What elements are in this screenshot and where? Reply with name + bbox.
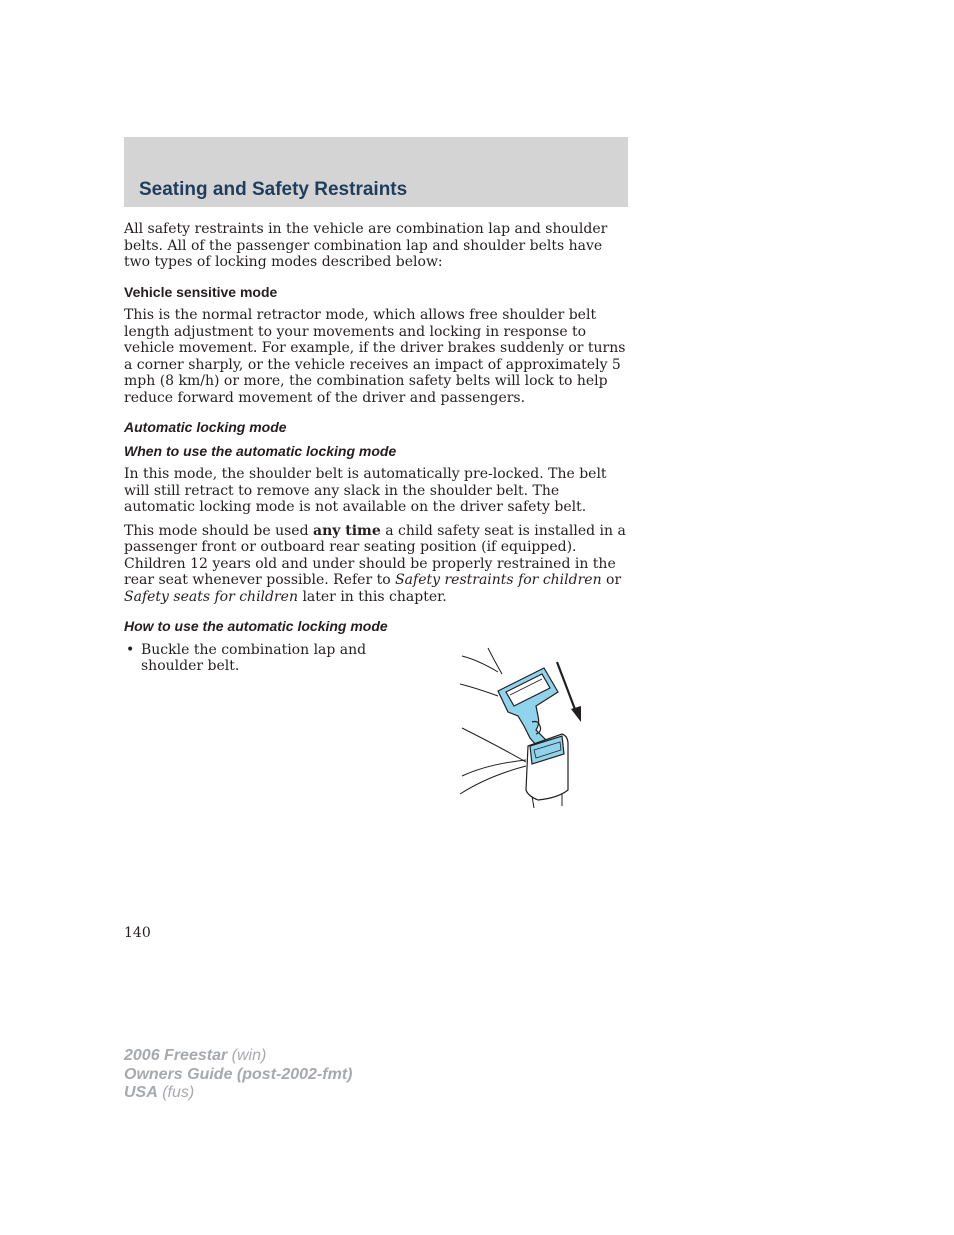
usage-emphasis: any time (313, 522, 381, 539)
vehicle-sensitive-heading: Vehicle sensitive mode (124, 283, 278, 300)
reference-safety-seats-children: Safety seats for children (124, 588, 298, 605)
usage-text-4: later in this chapter. (298, 588, 447, 605)
usage-text-3: or (601, 572, 622, 588)
page-number: 140 (124, 925, 151, 941)
footer-market-code: (fus) (157, 1084, 195, 1101)
reference-safety-restraints-children: Safety restraints for children (395, 572, 602, 588)
main-content (124, 221, 629, 675)
footer-model: 2006 Freestar (124, 1047, 228, 1064)
step-text: Buckle the combination lap and shoulder belt. (141, 641, 367, 674)
document-footer (124, 1047, 352, 1103)
footer-market: USA (124, 1084, 158, 1101)
seat-belt-buckle-icon (458, 646, 588, 811)
when-to-use-paragraph: In this mode, the shoulder belt is automatically pre-locked. The belt will still retract to remove any slack in the shoulder belt. The automatic locking mode is not available on the driver safety belt. (124, 466, 607, 515)
vehicle-sensitive-paragraph: This is the normal retractor mode, which allows free shoulder belt length adjustment to your movements and locking in response to vehicle movement. For example, if the driver brakes suddenly or turns a corner sharply, or the vehicle receives an impact of approximately 5 mph (8 km/h) or more, the combination safety belts will lock to help reduce forward movement of the driver and passengers. (124, 307, 626, 406)
footer-guide: Owners Guide (post-2002-fmt) (124, 1065, 353, 1083)
list-item (124, 642, 374, 675)
usage-text-2: a child safety seat is installed in a passenger front or outboard rear seating position (if equipped). Children 12 years old and under should be properly restrained in the rear seat whenever possible. Refer to (124, 522, 626, 588)
usage-text-1: This mode should be used (124, 522, 313, 539)
when-to-use-heading: When to use the automatic locking mode (124, 442, 397, 459)
usage-paragraph (124, 523, 629, 606)
steps-list (124, 642, 374, 675)
section-title: Seating and Safety Restraints (139, 179, 408, 200)
bullet-icon: • (126, 641, 135, 658)
footer-model-code: (win) (227, 1047, 267, 1064)
automatic-locking-heading: Automatic locking mode (124, 419, 287, 435)
footer-line-market (124, 1084, 352, 1103)
section-header-band (124, 137, 628, 207)
footer-line-model (124, 1047, 352, 1066)
footer-line-guide (124, 1066, 352, 1085)
how-to-use-heading: How to use the automatic locking mode (124, 618, 388, 634)
intro-paragraph: All safety restraints in the vehicle are combination lap and shoulder belts. All of the passenger combination lap and shoulder belts have two types of locking modes described below: (124, 221, 608, 270)
